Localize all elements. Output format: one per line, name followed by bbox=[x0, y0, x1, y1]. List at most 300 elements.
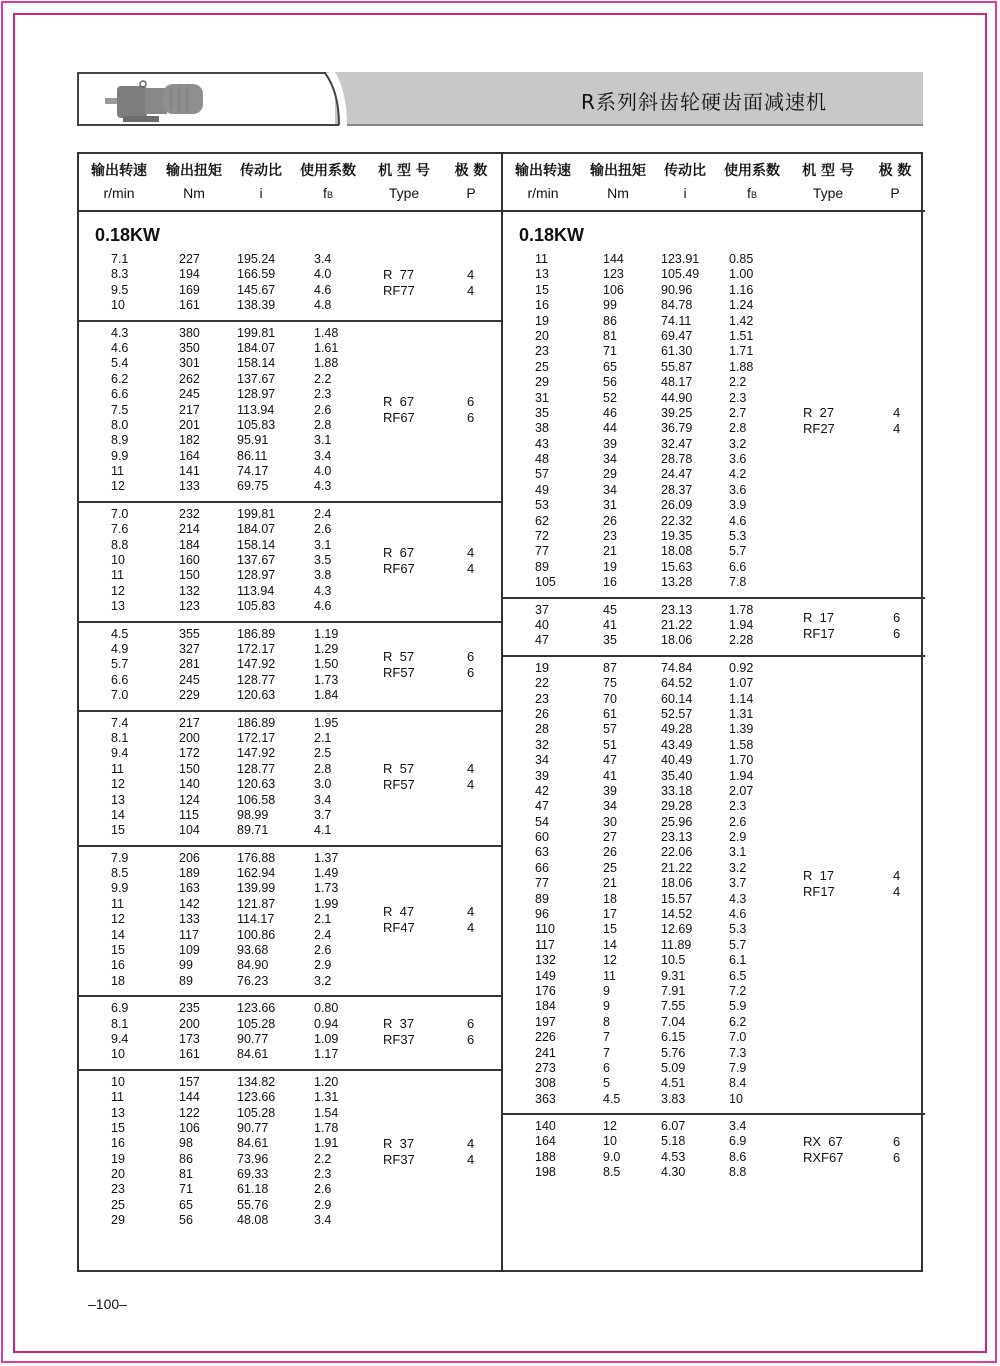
output-speed-cell: 10 bbox=[111, 553, 125, 568]
output-speed-cell: 6.6 bbox=[111, 387, 129, 402]
output-speed-cell: 8.1 bbox=[111, 730, 129, 745]
output-torque-cell: 217 bbox=[179, 402, 200, 417]
table-row bbox=[503, 575, 925, 590]
output-speed-cell: 63 bbox=[535, 845, 549, 860]
table-row bbox=[503, 618, 925, 633]
ratio-cell: 6.07 bbox=[661, 1119, 686, 1134]
table-row bbox=[503, 815, 925, 830]
ratio-cell: 26.09 bbox=[661, 498, 693, 513]
service-factor-cell: 2.6 bbox=[314, 1182, 332, 1197]
output-speed-cell: 9.4 bbox=[111, 1031, 129, 1046]
service-factor-cell: 8.6 bbox=[729, 1149, 747, 1164]
table-row bbox=[79, 1017, 501, 1032]
output-speed-cell: 6.9 bbox=[111, 1001, 129, 1016]
service-factor-cell: 2.7 bbox=[729, 405, 747, 420]
output-torque-cell: 160 bbox=[179, 553, 200, 568]
output-speed-cell: 89 bbox=[535, 559, 549, 574]
pole-count: 4 bbox=[467, 903, 475, 919]
table-row bbox=[79, 584, 501, 599]
table-row bbox=[503, 769, 925, 784]
table-row bbox=[79, 464, 501, 479]
output-torque-cell: 15 bbox=[603, 922, 617, 937]
service-factor-cell: 7.3 bbox=[729, 1045, 747, 1060]
ratio-cell: 184.07 bbox=[237, 522, 276, 537]
output-torque-cell: 229 bbox=[179, 688, 200, 703]
table-header bbox=[503, 154, 925, 212]
output-speed-cell: 20 bbox=[111, 1167, 125, 1182]
model-type: RF67 bbox=[383, 560, 415, 576]
pole-count: 6 bbox=[467, 665, 475, 681]
service-factor-cell: 1.07 bbox=[729, 676, 754, 691]
output-speed-cell: 89 bbox=[535, 891, 549, 906]
service-factor-cell: 1.78 bbox=[314, 1120, 339, 1135]
table-row bbox=[503, 544, 925, 559]
pole-count: 6 bbox=[467, 410, 475, 426]
output-torque-cell: 104 bbox=[179, 823, 200, 838]
service-factor-cell: 1.88 bbox=[314, 356, 339, 371]
table-row bbox=[79, 1136, 501, 1151]
service-factor-cell: 1.24 bbox=[729, 298, 754, 313]
column-header bbox=[715, 154, 789, 206]
service-factor-cell: 4.3 bbox=[314, 479, 332, 494]
column-header-cn: 传动比 bbox=[664, 163, 706, 179]
output-torque-cell: 18 bbox=[603, 891, 617, 906]
output-torque-cell: 214 bbox=[179, 522, 200, 537]
output-torque-cell: 172 bbox=[179, 746, 200, 761]
output-speed-cell: 16 bbox=[111, 1136, 125, 1151]
pole-count: 6 bbox=[893, 1133, 901, 1149]
block-rows bbox=[503, 1115, 925, 1187]
output-speed-cell: 8.0 bbox=[111, 417, 129, 432]
block-rows bbox=[79, 1071, 501, 1235]
block-rows bbox=[79, 248, 501, 320]
service-factor-cell: 7.8 bbox=[729, 575, 747, 590]
table-row bbox=[79, 1075, 501, 1090]
model-block bbox=[503, 212, 925, 599]
column-header-en bbox=[655, 182, 715, 204]
table-row bbox=[79, 568, 501, 583]
service-factor-cell: 2.8 bbox=[314, 417, 332, 432]
service-factor-cell: 5.7 bbox=[729, 544, 747, 559]
output-speed-cell: 273 bbox=[535, 1060, 556, 1075]
ratio-cell: 90.96 bbox=[661, 282, 693, 297]
output-torque-cell: 19 bbox=[603, 559, 617, 574]
block-rows bbox=[79, 623, 501, 710]
output-speed-cell: 40 bbox=[535, 617, 549, 632]
output-speed-cell: 363 bbox=[535, 1091, 556, 1106]
output-speed-cell: 15 bbox=[111, 823, 125, 838]
output-speed-cell: 6.6 bbox=[111, 672, 129, 687]
table-row bbox=[79, 777, 501, 792]
ratio-cell: 89.71 bbox=[237, 823, 269, 838]
service-factor-cell: 1.39 bbox=[729, 722, 754, 737]
output-torque-cell: 150 bbox=[179, 761, 200, 776]
model-block bbox=[79, 1071, 501, 1235]
service-factor-cell: 3.5 bbox=[314, 553, 332, 568]
service-factor-cell: 2.5 bbox=[314, 746, 332, 761]
table-row bbox=[79, 1213, 501, 1228]
table-row bbox=[503, 514, 925, 529]
column-header-en bbox=[867, 182, 923, 204]
output-speed-cell: 9.9 bbox=[111, 881, 129, 896]
table-row bbox=[503, 267, 925, 282]
service-factor-cell: 7.0 bbox=[729, 1030, 747, 1045]
output-torque-cell: 355 bbox=[179, 626, 200, 641]
output-torque-cell: 7 bbox=[603, 1030, 610, 1045]
output-speed-cell: 9.9 bbox=[111, 448, 129, 463]
output-torque-cell: 8.5 bbox=[603, 1165, 621, 1180]
column-unit: r/min bbox=[527, 185, 559, 201]
ratio-cell: 84.90 bbox=[237, 958, 269, 973]
pole-count: 6 bbox=[893, 625, 901, 641]
service-factor-cell: 2.8 bbox=[729, 421, 747, 436]
ratio-cell: 74.84 bbox=[661, 660, 693, 675]
ratio-cell: 95.91 bbox=[237, 433, 269, 448]
ratio-cell: 120.63 bbox=[237, 777, 276, 792]
ratio-cell: 113.94 bbox=[237, 583, 275, 598]
output-torque-cell: 117 bbox=[179, 927, 199, 942]
output-speed-cell: 11 bbox=[111, 464, 124, 479]
model-type: R 67 bbox=[383, 544, 415, 560]
output-torque-cell: 11 bbox=[603, 968, 616, 983]
ratio-cell: 172.17 bbox=[237, 641, 276, 656]
model-block bbox=[503, 657, 925, 1115]
ratio-cell: 137.67 bbox=[237, 553, 276, 568]
table-row bbox=[79, 267, 501, 282]
service-factor-cell: 1.95 bbox=[314, 715, 339, 730]
block-rows bbox=[503, 657, 925, 1113]
table-row bbox=[503, 406, 925, 421]
table-row bbox=[503, 1150, 925, 1165]
ratio-cell: 120.63 bbox=[237, 688, 276, 703]
table-row bbox=[503, 1165, 925, 1180]
table-row bbox=[79, 731, 501, 746]
output-speed-cell: 16 bbox=[535, 298, 549, 313]
output-torque-cell: 45 bbox=[603, 602, 617, 617]
model-type: RF57 bbox=[383, 777, 415, 793]
output-speed-cell: 13 bbox=[111, 792, 125, 807]
output-torque-cell: 7 bbox=[603, 1045, 610, 1060]
table-row bbox=[503, 1046, 925, 1061]
service-factor-cell: 0.85 bbox=[729, 252, 754, 266]
table-row bbox=[503, 984, 925, 999]
output-torque-cell: 123 bbox=[179, 599, 200, 614]
model-block bbox=[79, 503, 501, 623]
output-torque-cell: 71 bbox=[603, 344, 617, 359]
output-torque-cell: 142 bbox=[179, 896, 200, 911]
power-rating: 0.18KW bbox=[519, 225, 585, 245]
table-row bbox=[503, 1092, 925, 1107]
service-factor-cell: 2.1 bbox=[314, 912, 332, 927]
ratio-cell: 184.07 bbox=[237, 340, 276, 355]
output-speed-cell: 7.0 bbox=[111, 506, 129, 521]
ratio-cell: 113.94 bbox=[237, 402, 275, 417]
table-row bbox=[503, 907, 925, 922]
ratio-cell: 22.06 bbox=[661, 845, 693, 860]
table-row bbox=[79, 928, 501, 943]
output-speed-cell: 72 bbox=[535, 529, 549, 544]
table-row bbox=[503, 892, 925, 907]
output-speed-cell: 7.9 bbox=[111, 850, 129, 865]
output-speed-cell: 8.8 bbox=[111, 537, 129, 552]
table-row bbox=[503, 1119, 925, 1134]
output-speed-cell: 57 bbox=[535, 467, 549, 482]
output-torque-cell: 12 bbox=[603, 953, 617, 968]
ratio-cell: 21.22 bbox=[661, 860, 693, 875]
table-row bbox=[503, 633, 925, 648]
table-left-half bbox=[79, 154, 501, 1270]
output-speed-cell: 140 bbox=[535, 1119, 556, 1134]
service-factor-cell: 1.20 bbox=[314, 1074, 339, 1089]
service-factor-cell: 0.80 bbox=[314, 1001, 339, 1016]
table-row bbox=[503, 252, 925, 267]
output-torque-cell: 327 bbox=[179, 641, 200, 656]
output-torque-cell: 65 bbox=[603, 359, 617, 374]
column-header-en bbox=[505, 182, 581, 204]
model-type: R 17 bbox=[803, 868, 835, 884]
output-speed-cell: 8.5 bbox=[111, 866, 129, 881]
output-speed-cell: 4.5 bbox=[111, 626, 129, 641]
ratio-cell: 15.57 bbox=[661, 891, 693, 906]
column-unit: i bbox=[683, 185, 687, 201]
service-factor-cell: 3.4 bbox=[314, 792, 332, 807]
output-torque-cell: 144 bbox=[179, 1090, 200, 1105]
service-factor-cell: 3.6 bbox=[729, 482, 747, 497]
model-block bbox=[79, 847, 501, 998]
ratio-cell: 9.31 bbox=[661, 968, 686, 983]
ratio-cell: 35.40 bbox=[661, 768, 693, 783]
table-row bbox=[79, 1167, 501, 1182]
output-torque-cell: 301 bbox=[179, 356, 200, 371]
header-banner bbox=[77, 72, 923, 126]
service-factor-cell: 1.94 bbox=[729, 768, 754, 783]
output-speed-cell: 149 bbox=[535, 968, 556, 983]
output-torque-cell: 52 bbox=[603, 390, 617, 405]
column-unit-subscript: B bbox=[750, 190, 757, 200]
service-factor-cell: 3.9 bbox=[729, 498, 747, 513]
table-row bbox=[79, 372, 501, 387]
column-header-cn: 传动比 bbox=[240, 163, 282, 179]
ratio-cell: 84.78 bbox=[661, 298, 693, 313]
output-torque-cell: 99 bbox=[179, 958, 193, 973]
output-torque-cell: 87 bbox=[603, 660, 617, 675]
output-torque-cell: 75 bbox=[603, 676, 617, 691]
service-factor-cell: 3.4 bbox=[729, 1119, 747, 1134]
output-torque-cell: 122 bbox=[179, 1105, 200, 1120]
output-torque-cell: 10 bbox=[603, 1134, 617, 1149]
service-factor-cell: 8.8 bbox=[729, 1165, 747, 1180]
output-speed-cell: 7.4 bbox=[111, 715, 129, 730]
service-factor-cell: 3.1 bbox=[729, 845, 747, 860]
ratio-cell: 22.32 bbox=[661, 513, 693, 528]
output-torque-cell: 106 bbox=[179, 1120, 200, 1135]
table-row bbox=[79, 974, 501, 989]
column-header-en bbox=[793, 182, 863, 204]
column-header bbox=[291, 154, 365, 206]
ratio-cell: 10.5 bbox=[661, 953, 686, 968]
output-speed-cell: 23 bbox=[535, 691, 549, 706]
table-header bbox=[79, 154, 501, 212]
service-factor-cell: 5.9 bbox=[729, 999, 747, 1014]
service-factor-cell: 1.61 bbox=[314, 340, 339, 355]
output-torque-cell: 81 bbox=[603, 328, 617, 343]
ratio-cell: 55.76 bbox=[237, 1197, 269, 1212]
output-torque-cell: 9 bbox=[603, 999, 610, 1014]
column-unit: Nm bbox=[183, 185, 205, 201]
service-factor-cell: 3.7 bbox=[314, 807, 332, 822]
model-type: R 67 bbox=[383, 394, 415, 410]
service-factor-cell: 2.9 bbox=[729, 830, 747, 845]
table-row bbox=[79, 252, 501, 267]
output-speed-cell: 66 bbox=[535, 860, 549, 875]
column-header bbox=[159, 154, 229, 204]
service-factor-cell: 5.3 bbox=[729, 529, 747, 544]
service-factor-cell: 2.3 bbox=[314, 1167, 332, 1182]
output-speed-cell: 8.9 bbox=[111, 433, 129, 448]
output-speed-cell: 43 bbox=[535, 436, 549, 451]
column-header bbox=[655, 154, 715, 204]
output-speed-cell: 176 bbox=[535, 983, 556, 998]
model-block bbox=[79, 712, 501, 847]
output-speed-cell: 198 bbox=[535, 1165, 556, 1180]
output-torque-cell: 89 bbox=[179, 973, 193, 988]
column-header-cn: 输出扭矩 bbox=[166, 163, 222, 179]
ratio-cell: 44.90 bbox=[661, 390, 693, 405]
ratio-cell: 145.67 bbox=[237, 282, 276, 297]
output-speed-cell: 26 bbox=[535, 706, 549, 721]
model-type: RF17 bbox=[803, 884, 835, 900]
output-speed-cell: 10 bbox=[111, 1047, 125, 1062]
output-torque-cell: 31 bbox=[603, 498, 617, 513]
output-speed-cell: 188 bbox=[535, 1149, 556, 1164]
table-row bbox=[79, 599, 501, 614]
model-block bbox=[503, 1115, 925, 1187]
output-speed-cell: 96 bbox=[535, 907, 549, 922]
output-speed-cell: 77 bbox=[535, 876, 549, 891]
service-factor-cell: 1.29 bbox=[314, 641, 339, 656]
service-factor-cell: 7.2 bbox=[729, 983, 747, 998]
model-block bbox=[79, 623, 501, 712]
service-factor-cell: 2.3 bbox=[314, 387, 332, 402]
column-unit: i bbox=[259, 185, 263, 201]
model-type: RX 67 bbox=[803, 1133, 843, 1149]
table-row bbox=[503, 603, 925, 618]
output-torque-cell: 27 bbox=[603, 830, 617, 845]
column-header-cn: 极 数 bbox=[454, 163, 488, 179]
service-factor-cell: 1.84 bbox=[314, 688, 339, 703]
output-speed-cell: 19 bbox=[535, 313, 549, 328]
table-row bbox=[79, 283, 501, 298]
table-row bbox=[79, 418, 501, 433]
table-row bbox=[503, 375, 925, 390]
table-row bbox=[503, 799, 925, 814]
model-type: RF17 bbox=[803, 625, 835, 641]
output-speed-cell: 54 bbox=[535, 814, 549, 829]
output-torque-cell: 189 bbox=[179, 866, 200, 881]
ratio-cell: 138.39 bbox=[237, 298, 276, 313]
ratio-cell: 158.14 bbox=[237, 537, 276, 552]
service-factor-cell: 2.6 bbox=[314, 402, 332, 417]
pole-count: 6 bbox=[893, 1149, 901, 1165]
column-header bbox=[793, 154, 863, 204]
output-torque-cell: 140 bbox=[179, 777, 200, 792]
service-factor-cell: 6.2 bbox=[729, 1014, 747, 1029]
pole-count: 4 bbox=[467, 919, 475, 935]
table-row bbox=[79, 538, 501, 553]
table-row bbox=[503, 876, 925, 891]
output-torque-cell: 34 bbox=[603, 482, 617, 497]
spec-table bbox=[77, 152, 923, 1272]
service-factor-cell: 3.7 bbox=[729, 876, 747, 891]
table-row bbox=[79, 851, 501, 866]
table-row bbox=[503, 391, 925, 406]
output-torque-cell: 47 bbox=[603, 753, 617, 768]
ratio-cell: 49.28 bbox=[661, 722, 693, 737]
output-speed-cell: 226 bbox=[535, 1030, 556, 1045]
output-speed-cell: 12 bbox=[111, 912, 125, 927]
ratio-cell: 123.66 bbox=[237, 1001, 276, 1016]
column-header bbox=[231, 154, 291, 204]
service-factor-cell: 2.6 bbox=[314, 943, 332, 958]
output-speed-cell: 7.1 bbox=[111, 252, 129, 266]
output-speed-cell: 164 bbox=[535, 1134, 556, 1149]
pole-count: 6 bbox=[467, 1031, 475, 1047]
output-torque-cell: 41 bbox=[603, 768, 617, 783]
output-speed-cell: 19 bbox=[535, 660, 549, 675]
ratio-cell: 147.92 bbox=[237, 746, 276, 761]
ratio-cell: 186.89 bbox=[237, 715, 276, 730]
ratio-cell: 137.67 bbox=[237, 371, 276, 386]
table-row bbox=[79, 716, 501, 731]
output-speed-cell: 19 bbox=[111, 1151, 125, 1166]
output-speed-cell: 8.3 bbox=[111, 267, 129, 282]
output-torque-cell: 144 bbox=[603, 252, 624, 266]
output-speed-cell: 11 bbox=[111, 1090, 124, 1105]
service-factor-cell: 2.1 bbox=[314, 730, 332, 745]
output-torque-cell: 56 bbox=[179, 1213, 193, 1228]
output-speed-cell: 60 bbox=[535, 830, 549, 845]
output-torque-cell: 182 bbox=[179, 433, 200, 448]
service-factor-cell: 2.4 bbox=[314, 927, 332, 942]
output-torque-cell: 61 bbox=[603, 706, 617, 721]
output-torque-cell: 26 bbox=[603, 845, 617, 860]
model-type: RF67 bbox=[383, 410, 415, 426]
ratio-cell: 61.30 bbox=[661, 344, 693, 359]
output-torque-cell: 106 bbox=[603, 282, 624, 297]
table-row bbox=[503, 529, 925, 544]
page-number: –100– bbox=[88, 1296, 127, 1312]
model-type: RF57 bbox=[383, 665, 415, 681]
column-unit: f bbox=[323, 185, 327, 201]
service-factor-cell: 3.1 bbox=[314, 433, 332, 448]
service-factor-cell: 4.3 bbox=[314, 583, 332, 598]
output-torque-cell: 232 bbox=[179, 506, 200, 521]
table-row bbox=[79, 1152, 501, 1167]
service-factor-cell: 4.3 bbox=[729, 891, 747, 906]
output-torque-cell: 157 bbox=[179, 1074, 200, 1089]
output-speed-cell: 31 bbox=[535, 390, 549, 405]
model-block bbox=[79, 997, 501, 1071]
column-header-en bbox=[715, 182, 789, 206]
service-factor-cell: 1.48 bbox=[314, 325, 339, 340]
table-row bbox=[79, 507, 501, 522]
model-type: R 27 bbox=[803, 405, 835, 421]
model-block bbox=[79, 212, 501, 322]
model-type: RF37 bbox=[383, 1031, 415, 1047]
ratio-cell: 76.23 bbox=[237, 973, 269, 988]
table-row bbox=[503, 738, 925, 753]
ratio-cell: 105.28 bbox=[237, 1016, 276, 1031]
